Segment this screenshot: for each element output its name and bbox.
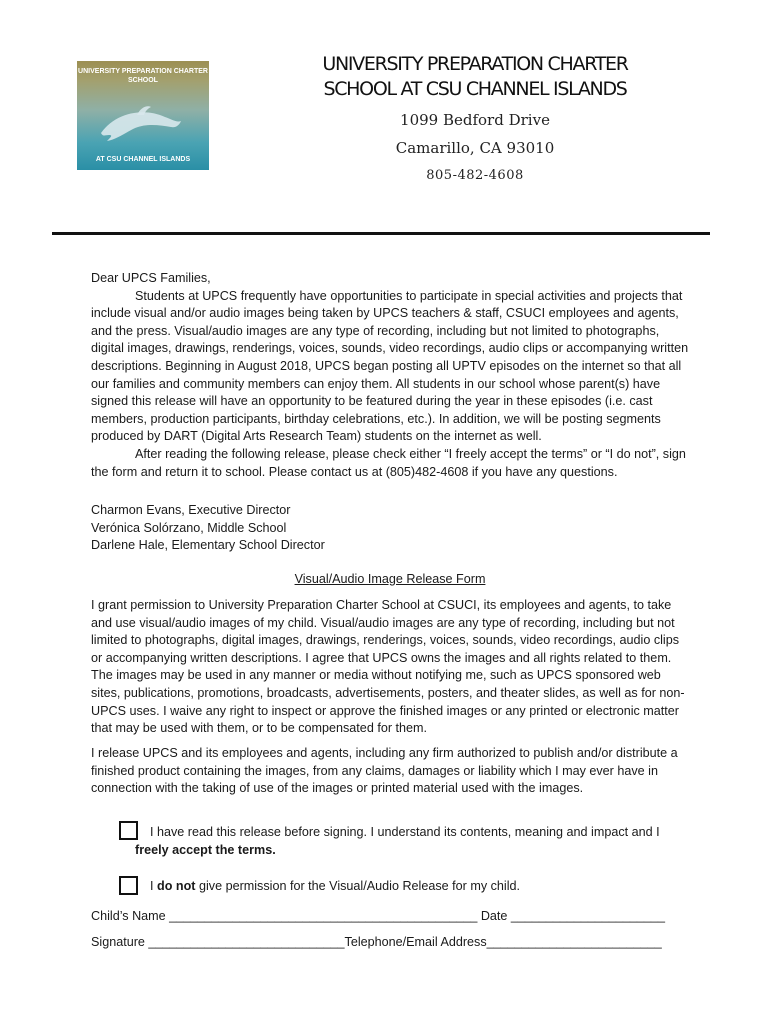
- title-line-2: SCHOOL AT CSU CHANNEL ISLANDS: [323, 78, 627, 100]
- signatory-1: Charmon Evans, Executive Director: [91, 503, 291, 517]
- decline-terms-checkbox[interactable]: [119, 876, 138, 895]
- address-city: Camarillo, CA 93010: [395, 139, 555, 157]
- accept-terms-checkbox[interactable]: [119, 821, 138, 840]
- logo-bottom-text: AT CSU CHANNEL ISLANDS: [95, 156, 191, 163]
- school-phone: 805-482-4608: [426, 168, 524, 183]
- title-line-1: UNIVERSITY PREPARATION CHARTER: [322, 53, 628, 75]
- release-paragraph-2: [91, 745, 689, 798]
- signatory-3: Darlene Hale, Elementary School Director: [91, 538, 325, 553]
- address-street: 1099 Bedford Drive: [400, 111, 550, 129]
- logo-top-text: UNIVERSITY PREPARATION CHARTER SCHOOL: [78, 68, 208, 84]
- school-logo: [77, 61, 209, 170]
- signatory-2: Verónica Solórzano, Middle School: [91, 520, 287, 535]
- school-name-heading: [260, 52, 690, 102]
- release-paragraph-1: [91, 597, 689, 738]
- accept-terms-bold: freely accept the terms.: [135, 843, 276, 857]
- letter-body: [91, 270, 689, 481]
- signatories: [91, 502, 689, 555]
- decline-bold: do not: [157, 879, 196, 893]
- decline-terms-text: [150, 877, 670, 895]
- dolphin-icon: [97, 99, 189, 149]
- letter-greeting: Dear UPCS Families,: [91, 271, 211, 285]
- accept-terms-text: [150, 823, 670, 841]
- header-divider: [52, 232, 710, 235]
- decline-suffix: give permission for the Visual/Audio Release for my child.: [195, 879, 521, 893]
- accept-terms-label: I have read this release before signing. I understand its contents, meaning and impact and I: [150, 825, 660, 839]
- release-liability-text: I release UPCS and its employees and agents, including any firm authorized to publish and/or distribute a finished product containing the images, from any claims, damages or liability which I may ever have in connection with the taking of use of the images or printed material used with the images.: [91, 746, 678, 796]
- letter-paragraph-2: After reading the following release, please check either “I freely accept the terms” or “I do not”, sign the form and return it to school. Please contact us at (805)482-4608 if you have any questions.: [91, 446, 686, 479]
- release-form-title: Visual/Audio Image Release Form: [294, 572, 486, 586]
- letter-paragraph-1: Students at UPCS frequently have opportunities to participate in special activities and projects that include visual and/or audio images being taken by UPCS teachers & staff, CSUCI employees and agents, and the press. Visual/audio images are any type of recording, including but not limited to photographs, digital images, drawings, renderings, voices, sounds, video recordings, audio clips or accompanying written descriptions. Beginning in August 2018, UPCS began posting all UPTV episodes on the internet so that all our families and community members can enjoy them. All students in our school whose parent(s) have signed this release will have an opportunity to be featured during the year in these episodes (i.e. cast members, production participants, birthday celebrations, etc.). In addition, we will be posting segments produced by DART (Digital Arts Research Team) students on the internet as well.: [91, 288, 689, 444]
- release-grant-text: I grant permission to University Preparation Charter School at CSUCI, its employees and agents, to take and use visual/audio images of my child. Visual/audio images are any type of recording, including but not limited to photographs, digital images, drawings, renderings, voices, sounds, video recordings, audio clips or accompanying written descriptions. I agree that UPCS owns the images and all rights related to them. The images may be used in any manner or media without notifying me, such as UPCS sponsored web sites, publications, promotions, broadcasts, advertisements, posters, and theater slides, as well as for non-UPCS uses. I waive any right to inspect or approve the finished images or any printed or electronic matter that may be used with them, or to be compensated for them.: [91, 598, 685, 736]
- signature-field[interactable]: Signature ____________________________Telephone/Email Address_________________________: [91, 935, 662, 949]
- decline-prefix: I: [150, 879, 157, 893]
- child-name-field[interactable]: Child’s Name ____________________________________________ Date ______________________: [91, 909, 666, 923]
